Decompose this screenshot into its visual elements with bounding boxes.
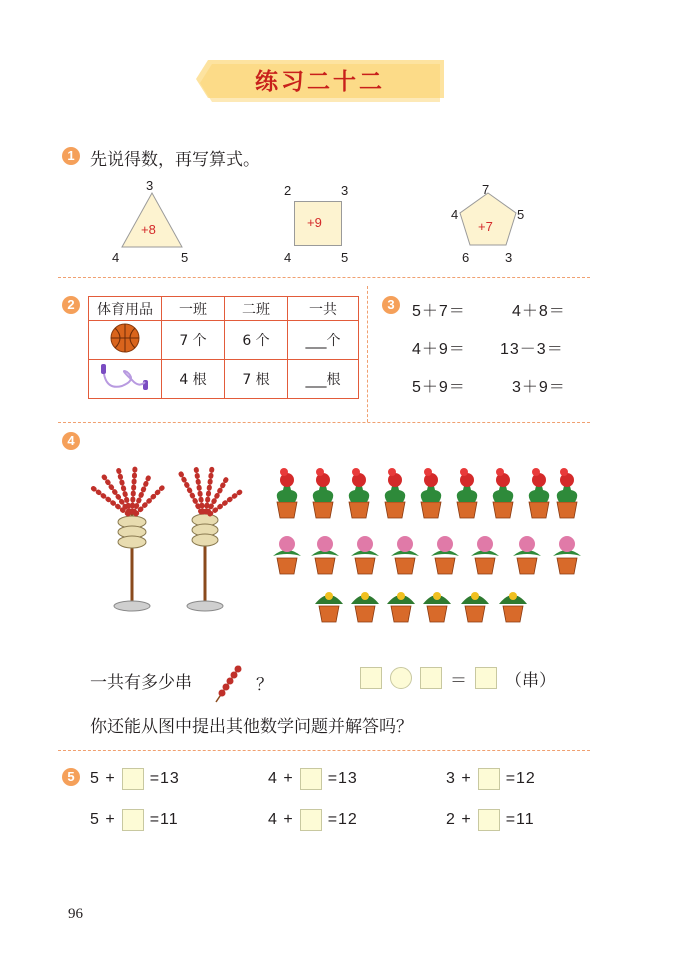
equation	[90, 768, 180, 790]
equation-right: =11	[505, 811, 535, 828]
table-header: 一共	[288, 297, 359, 321]
question-number-2: 2	[62, 296, 80, 314]
equation-left: 3 +	[446, 770, 472, 787]
equation-right: =13	[149, 770, 180, 787]
pentagon-top: 7	[482, 182, 490, 197]
unit: 根	[326, 372, 341, 388]
divider	[58, 422, 590, 423]
equation: 13－3＝	[500, 341, 564, 358]
equation-right: =12	[505, 770, 536, 787]
unit: 个	[326, 333, 341, 349]
answer-box[interactable]	[478, 809, 500, 831]
square-op: +9	[307, 215, 322, 230]
equation-left: 5 +	[90, 811, 116, 828]
table-header: 二班	[225, 297, 288, 321]
equation-left: 2 +	[446, 811, 472, 828]
question-number-3: 3	[382, 296, 400, 314]
table-cell: 7 个	[162, 321, 225, 360]
row-red-flowers	[277, 468, 578, 518]
q4-followup: 你还能从图中提出其他数学问题并解答吗？	[90, 717, 413, 737]
answer-box[interactable]	[300, 768, 322, 790]
table-row	[89, 321, 359, 360]
triangle-top: 3	[146, 178, 154, 193]
page-number: 96	[68, 906, 83, 922]
divider	[58, 277, 590, 278]
jump-rope-icon	[97, 360, 153, 394]
answer-box[interactable]	[420, 667, 442, 689]
page-title: 练习二十二	[255, 68, 385, 95]
square-tr: 3	[341, 183, 349, 198]
table-header: 体育用品	[89, 297, 162, 321]
table-header: 一班	[162, 297, 225, 321]
basketball-cell	[89, 321, 162, 360]
q1-instruction: 先说得数，再写算式。	[90, 150, 260, 170]
row-pink-flowers	[273, 536, 581, 574]
table-cell: 4 根	[162, 360, 225, 399]
unit-label: （串）	[505, 670, 556, 691]
table-cell: 7 根	[225, 360, 288, 399]
table-cell	[288, 321, 359, 360]
pentagon-bl: 6	[462, 250, 470, 265]
square-br: 5	[341, 250, 349, 265]
answer-box[interactable]	[300, 809, 322, 831]
triangle-right: 5	[181, 250, 189, 265]
square-tl: 2	[284, 183, 292, 198]
square-bl: 4	[284, 250, 292, 265]
equation: 3＋9＝	[512, 379, 566, 396]
pentagon-right: 5	[517, 207, 525, 222]
divider	[58, 750, 590, 751]
operator-circle[interactable]	[390, 667, 412, 689]
equation	[268, 809, 358, 831]
answer-blank[interactable]: ___	[305, 372, 327, 388]
candied-haws-illustration	[80, 462, 260, 622]
equation-left: 4 +	[268, 811, 294, 828]
q4-question: 一共有多少串	[90, 673, 192, 693]
question-number-5: 5	[62, 768, 80, 786]
equation-left: 5 +	[90, 770, 116, 787]
equation	[446, 809, 535, 831]
pentagon-op: +7	[478, 219, 493, 234]
row-yellow-flowers	[315, 592, 527, 622]
q4-question-mark: ？	[256, 675, 273, 695]
table-cell	[288, 360, 359, 399]
equation: 4＋9＝	[412, 341, 466, 358]
jump-rope-cell	[89, 360, 162, 399]
equation-right: =11	[149, 811, 179, 828]
triangle-left: 4	[112, 250, 120, 265]
equation: 5＋7＝	[412, 303, 466, 320]
answer-box[interactable]	[360, 667, 382, 689]
answer-box[interactable]	[122, 768, 144, 790]
question-number-4: 4	[62, 432, 80, 450]
answer-blank[interactable]: ___	[305, 333, 327, 349]
title-banner	[196, 60, 444, 104]
divider-vertical	[367, 286, 368, 422]
q4-equation	[360, 666, 556, 690]
table-row	[89, 360, 359, 399]
basketball-icon	[108, 321, 142, 355]
equation-right: =12	[327, 811, 358, 828]
pentagon-br: 3	[505, 250, 513, 265]
answer-box[interactable]	[475, 667, 497, 689]
equation	[446, 768, 536, 790]
equation-left: 4 +	[268, 770, 294, 787]
equation-right: =13	[327, 770, 358, 787]
candied-haw-icon	[212, 662, 244, 704]
table-cell: 6 个	[225, 321, 288, 360]
equation: 4＋8＝	[512, 303, 566, 320]
sports-table	[88, 296, 359, 399]
equation: 5＋9＝	[412, 379, 466, 396]
flower-pots-illustration	[265, 460, 595, 625]
equals-sign: ＝	[450, 670, 467, 691]
equation	[90, 809, 179, 831]
question-number-1: 1	[62, 147, 80, 165]
equation	[268, 768, 358, 790]
answer-box[interactable]	[478, 768, 500, 790]
triangle-op: +8	[141, 222, 156, 237]
answer-box[interactable]	[122, 809, 144, 831]
pentagon-left: 4	[451, 207, 459, 222]
